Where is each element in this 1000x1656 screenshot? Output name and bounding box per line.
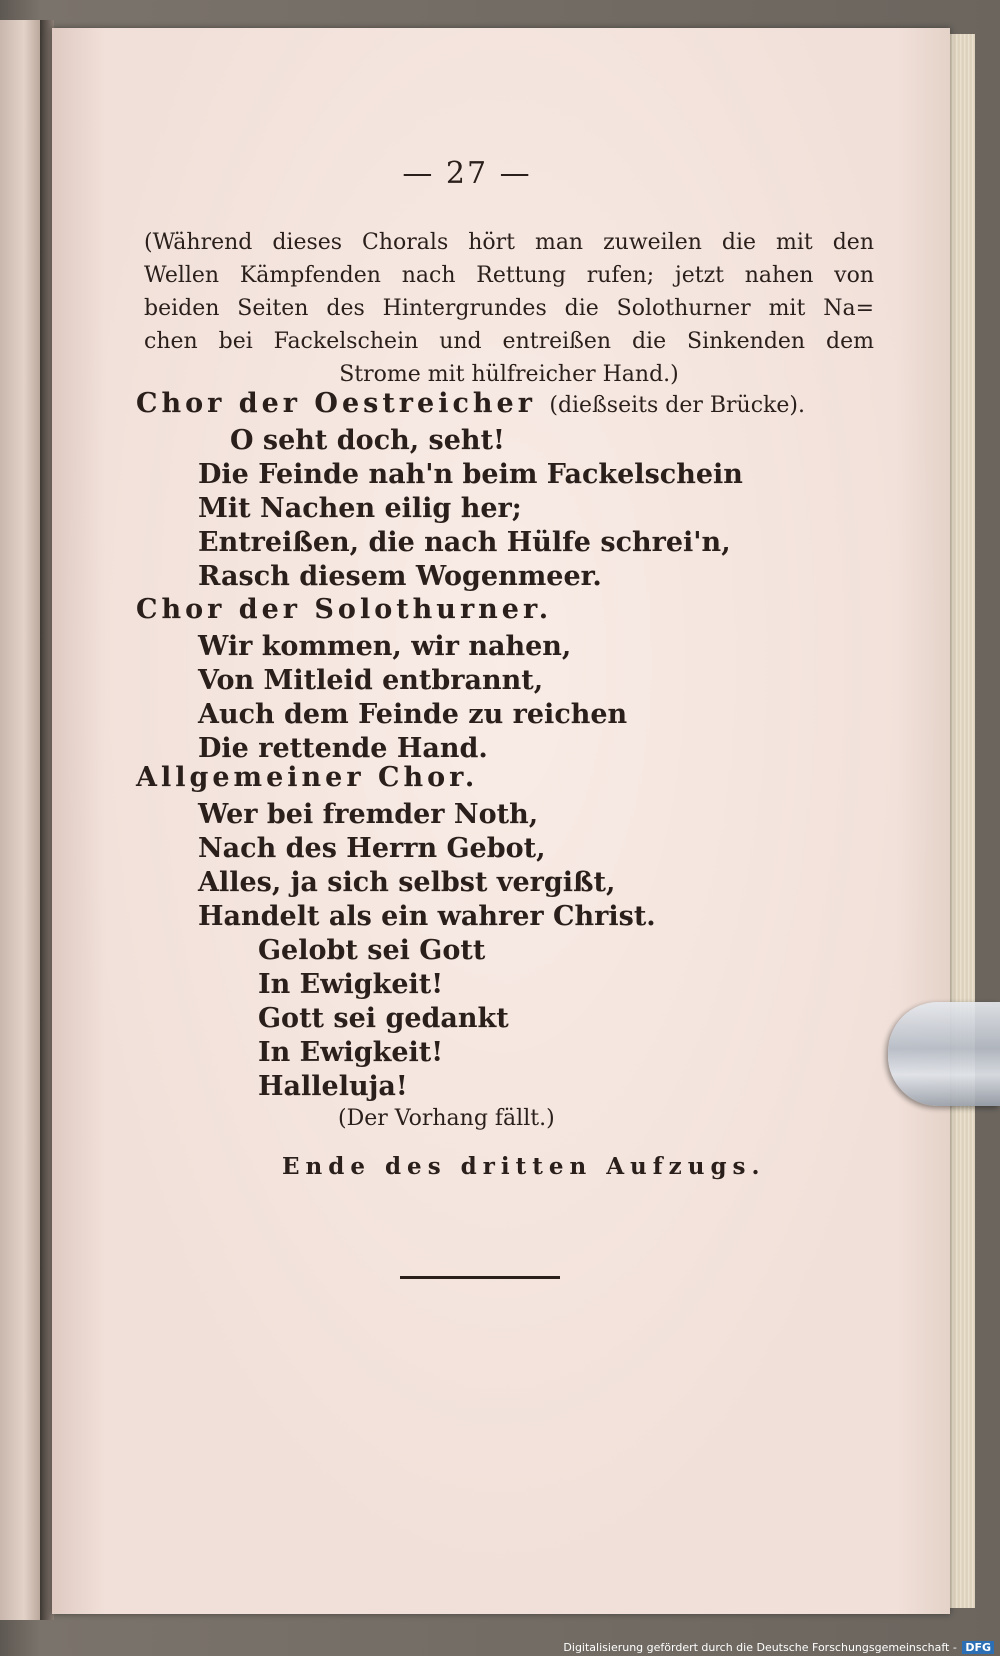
verse-block bbox=[258, 934, 509, 1104]
page-number: — 27 — bbox=[402, 156, 532, 191]
verse-block bbox=[230, 424, 505, 458]
speaker-name: Chor der Solothurner. bbox=[136, 594, 553, 625]
speaker-heading bbox=[136, 594, 552, 625]
stage-direction-line: beiden Seiten des Hintergrundes die Solothurner mit Na= bbox=[144, 296, 874, 321]
end-of-act: Ende des dritten Aufzugs. bbox=[282, 1153, 766, 1180]
verse-line: Nach des Herrn Gebot, bbox=[198, 833, 546, 864]
verse-line: Entreißen, die nach Hülfe schrei'n, bbox=[198, 527, 731, 558]
closing-rule bbox=[400, 1276, 560, 1279]
verse-line: Die rettende Hand. bbox=[198, 733, 488, 764]
verse-line: Alles, ja sich selbst vergißt, bbox=[198, 867, 616, 898]
speaker-heading bbox=[136, 388, 805, 419]
verse-block bbox=[198, 798, 656, 934]
digitization-credit bbox=[563, 1641, 994, 1654]
verse-line: Wer bei fremder Noth, bbox=[198, 799, 539, 830]
stage-direction-line: Strome mit hülfreicher Hand.) bbox=[339, 362, 679, 387]
facing-page-edge bbox=[0, 20, 43, 1620]
verse-line: Mit Nachen eilig her; bbox=[198, 493, 522, 524]
speaker-heading bbox=[136, 762, 478, 793]
verse-line: Gott sei gedankt bbox=[258, 1003, 509, 1034]
speaker-name: Chor der Oestreicher bbox=[136, 388, 536, 419]
verse-line: Von Mitleid entbrannt, bbox=[198, 665, 544, 696]
page-content bbox=[52, 28, 950, 1614]
curtain-direction: (Der Vorhang fällt.) bbox=[338, 1106, 555, 1131]
verse-line: Halleluja! bbox=[258, 1071, 408, 1102]
verse-line: Gelobt sei Gott bbox=[258, 935, 486, 966]
verse-line: In Ewigkeit! bbox=[258, 1037, 444, 1068]
verse-line: Handelt als ein wahrer Christ. bbox=[198, 901, 656, 932]
verse-line: Wir kommen, wir nahen, bbox=[198, 631, 572, 662]
verse-block bbox=[198, 630, 627, 766]
page-clip-tab bbox=[888, 1002, 1000, 1106]
stage-direction bbox=[144, 226, 874, 391]
stage-direction-line: Wellen Kämpfenden nach Rettung rufen; jetzt nahen von bbox=[144, 263, 874, 288]
verse-line: In Ewigkeit! bbox=[258, 969, 444, 1000]
verse-line: Auch dem Feinde zu reichen bbox=[198, 699, 628, 730]
stage-direction-line: (Während dieses Chorals hört man zuweilen die mit den bbox=[144, 230, 874, 255]
speaker-name: Allgemeiner Chor. bbox=[136, 762, 479, 793]
verse-block bbox=[198, 458, 743, 594]
credit-text: Digitalisierung gefördert durch die Deutsche Forschungsgemeinschaft - bbox=[563, 1641, 957, 1654]
book-page bbox=[52, 28, 950, 1614]
stage-direction-line: chen bei Fackelschein und entreißen die Sinkenden dem bbox=[144, 329, 874, 354]
speaker-note: (dießseits der Brücke). bbox=[549, 393, 805, 418]
verse-line: Rasch diesem Wogenmeer. bbox=[198, 561, 602, 592]
verse-line: O seht doch, seht! bbox=[230, 425, 505, 456]
dfg-logo: DFG bbox=[962, 1641, 994, 1654]
verse-line: Die Feinde nah'n beim Fackelschein bbox=[198, 459, 743, 490]
